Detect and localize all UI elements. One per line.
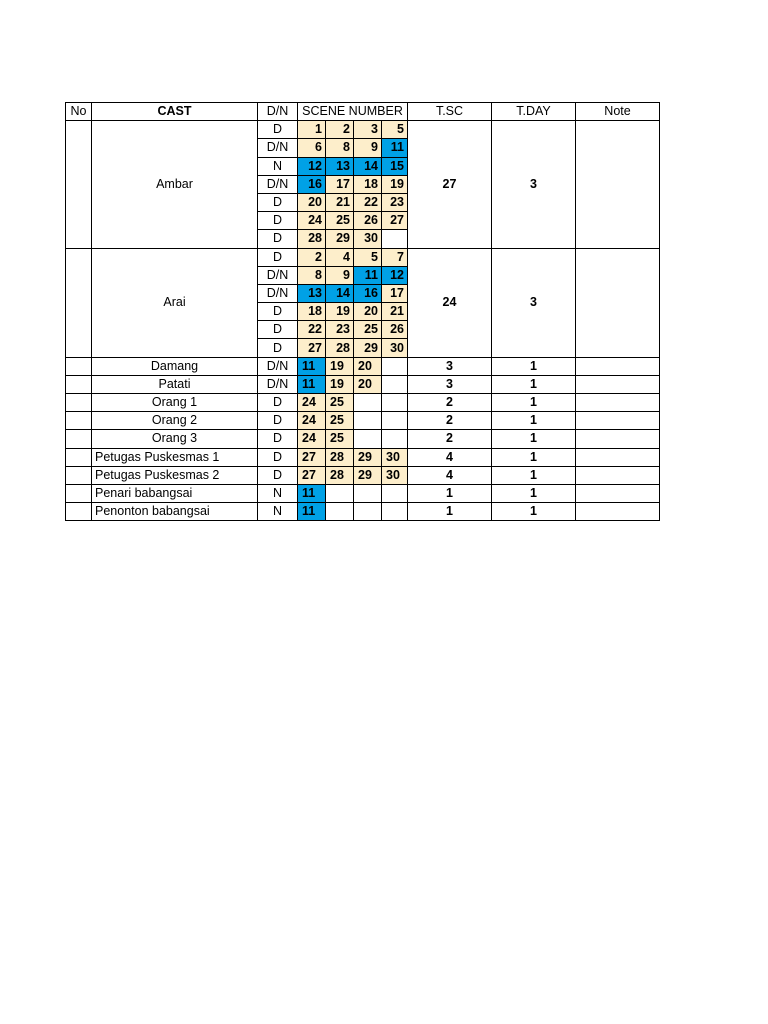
- scene-cell: 28: [326, 466, 354, 484]
- total-scenes-cell: 2: [408, 412, 492, 430]
- scene-cell: 25: [326, 430, 354, 448]
- scene-cell: 19: [382, 175, 408, 193]
- day-night-cell: D/N: [258, 284, 298, 302]
- scene-cell: 24: [298, 212, 326, 230]
- header-total-days: T.DAY: [492, 103, 576, 121]
- scene-cell: 12: [298, 157, 326, 175]
- row-number-cell: [66, 357, 92, 375]
- scene-cell: 2: [298, 248, 326, 266]
- cast-schedule-table: [65, 102, 660, 521]
- scene-cell: 11: [298, 484, 326, 502]
- row-number-cell: [66, 394, 92, 412]
- note-cell: [576, 448, 660, 466]
- table-row: [66, 394, 660, 412]
- note-cell: [576, 121, 660, 248]
- total-scenes-cell: 2: [408, 394, 492, 412]
- note-cell: [576, 248, 660, 357]
- day-night-cell: D: [258, 448, 298, 466]
- row-number-cell: [66, 121, 92, 248]
- day-night-cell: D: [258, 412, 298, 430]
- table-row: [66, 430, 660, 448]
- scene-cell: [382, 357, 408, 375]
- scene-cell: 30: [382, 448, 408, 466]
- total-scenes-cell: 2: [408, 430, 492, 448]
- scene-cell: 29: [354, 448, 382, 466]
- scene-cell: [382, 430, 408, 448]
- table-row: [66, 375, 660, 393]
- table-row: [66, 448, 660, 466]
- cast-name-cell: Damang: [92, 357, 258, 375]
- day-night-cell: D: [258, 394, 298, 412]
- scene-cell: 11: [382, 139, 408, 157]
- note-cell: [576, 375, 660, 393]
- cast-name-cell: Orang 1: [92, 394, 258, 412]
- scene-cell: 26: [354, 212, 382, 230]
- total-scenes-cell: 3: [408, 375, 492, 393]
- scene-cell: 5: [382, 121, 408, 139]
- note-cell: [576, 466, 660, 484]
- scene-cell: [354, 503, 382, 521]
- header-row: [66, 103, 660, 121]
- day-night-cell: D: [258, 248, 298, 266]
- total-scenes-cell: 1: [408, 484, 492, 502]
- day-night-cell: D: [258, 466, 298, 484]
- total-days-cell: 1: [492, 412, 576, 430]
- scene-cell: 20: [354, 375, 382, 393]
- cast-name-cell: Ambar: [92, 121, 258, 248]
- scene-cell: 21: [326, 193, 354, 211]
- day-night-cell: D: [258, 193, 298, 211]
- table-row: [66, 503, 660, 521]
- cast-name-cell: Orang 2: [92, 412, 258, 430]
- total-scenes-cell: 24: [408, 248, 492, 357]
- scene-cell: 11: [298, 503, 326, 521]
- header-total-scenes: T.SC: [408, 103, 492, 121]
- day-night-cell: D/N: [258, 266, 298, 284]
- scene-cell: 9: [326, 266, 354, 284]
- total-scenes-cell: 4: [408, 448, 492, 466]
- cast-name-cell: Arai: [92, 248, 258, 357]
- day-night-cell: N: [258, 503, 298, 521]
- scene-cell: [354, 412, 382, 430]
- scene-cell: 25: [326, 212, 354, 230]
- scene-cell: [382, 484, 408, 502]
- scene-cell: 29: [326, 230, 354, 248]
- day-night-cell: D/N: [258, 357, 298, 375]
- scene-cell: 20: [298, 193, 326, 211]
- cast-name-cell: Patati: [92, 375, 258, 393]
- scene-cell: 8: [326, 139, 354, 157]
- scene-cell: 20: [354, 303, 382, 321]
- scene-cell: 24: [298, 394, 326, 412]
- note-cell: [576, 394, 660, 412]
- day-night-cell: D/N: [258, 375, 298, 393]
- scene-cell: 12: [382, 266, 408, 284]
- scene-cell: 13: [326, 157, 354, 175]
- row-number-cell: [66, 503, 92, 521]
- scene-cell: 2: [326, 121, 354, 139]
- scene-cell: 22: [354, 193, 382, 211]
- note-cell: [576, 357, 660, 375]
- scene-cell: 17: [382, 284, 408, 302]
- scene-cell: 27: [298, 466, 326, 484]
- scene-cell: [382, 375, 408, 393]
- total-scenes-cell: 27: [408, 121, 492, 248]
- day-night-cell: D: [258, 321, 298, 339]
- row-number-cell: [66, 430, 92, 448]
- day-night-cell: D/N: [258, 139, 298, 157]
- scene-cell: 25: [326, 412, 354, 430]
- scene-cell: 20: [354, 357, 382, 375]
- scene-cell: 7: [382, 248, 408, 266]
- row-number-cell: [66, 448, 92, 466]
- scene-cell: 1: [298, 121, 326, 139]
- total-scenes-cell: 3: [408, 357, 492, 375]
- row-number-cell: [66, 375, 92, 393]
- cast-name-cell: Penari babangsai: [92, 484, 258, 502]
- scene-cell: 11: [354, 266, 382, 284]
- scene-cell: 19: [326, 375, 354, 393]
- header-no: No: [66, 103, 92, 121]
- scene-cell: [354, 484, 382, 502]
- row-number-cell: [66, 412, 92, 430]
- total-days-cell: 1: [492, 503, 576, 521]
- scene-cell: [382, 230, 408, 248]
- scene-cell: 23: [326, 321, 354, 339]
- scene-cell: [326, 484, 354, 502]
- day-night-cell: N: [258, 157, 298, 175]
- day-night-cell: D: [258, 212, 298, 230]
- scene-cell: 28: [298, 230, 326, 248]
- scene-cell: 3: [354, 121, 382, 139]
- scene-cell: [326, 503, 354, 521]
- cast-name-cell: Penonton babangsai: [92, 503, 258, 521]
- scene-cell: 8: [298, 266, 326, 284]
- scene-cell: 14: [354, 157, 382, 175]
- scene-cell: 23: [382, 193, 408, 211]
- day-night-cell: D: [258, 430, 298, 448]
- scene-cell: 19: [326, 357, 354, 375]
- total-days-cell: 3: [492, 121, 576, 248]
- scene-cell: [382, 412, 408, 430]
- scene-cell: 29: [354, 466, 382, 484]
- header-scene-number: SCENE NUMBER: [298, 103, 408, 121]
- scene-cell: 15: [382, 157, 408, 175]
- total-scenes-cell: 1: [408, 503, 492, 521]
- scene-cell: 18: [354, 175, 382, 193]
- scene-cell: 14: [326, 284, 354, 302]
- scene-cell: 17: [326, 175, 354, 193]
- scene-cell: 13: [298, 284, 326, 302]
- total-days-cell: 1: [492, 484, 576, 502]
- table-row: [66, 484, 660, 502]
- scene-cell: 19: [326, 303, 354, 321]
- total-days-cell: 1: [492, 394, 576, 412]
- scene-cell: 11: [298, 375, 326, 393]
- table-row: [66, 466, 660, 484]
- row-number-cell: [66, 484, 92, 502]
- scene-cell: 24: [298, 430, 326, 448]
- scene-cell: [382, 394, 408, 412]
- header-day-night: D/N: [258, 103, 298, 121]
- table-row: [66, 412, 660, 430]
- header-note: Note: [576, 103, 660, 121]
- day-night-cell: D: [258, 339, 298, 357]
- total-days-cell: 1: [492, 466, 576, 484]
- scene-cell: 11: [298, 357, 326, 375]
- note-cell: [576, 430, 660, 448]
- table-row: [66, 248, 660, 266]
- scene-cell: 29: [354, 339, 382, 357]
- scene-cell: [382, 503, 408, 521]
- note-cell: [576, 503, 660, 521]
- scene-cell: 28: [326, 339, 354, 357]
- scene-cell: 26: [382, 321, 408, 339]
- row-number-cell: [66, 466, 92, 484]
- scene-cell: 28: [326, 448, 354, 466]
- table-body: [66, 121, 660, 521]
- scene-cell: 30: [354, 230, 382, 248]
- scene-cell: 4: [326, 248, 354, 266]
- scene-cell: 25: [326, 394, 354, 412]
- table-row: [66, 121, 660, 139]
- scene-cell: 16: [354, 284, 382, 302]
- cast-name-cell: Petugas Puskesmas 1: [92, 448, 258, 466]
- day-night-cell: D: [258, 303, 298, 321]
- scene-cell: 27: [298, 339, 326, 357]
- total-days-cell: 3: [492, 248, 576, 357]
- scene-cell: 30: [382, 339, 408, 357]
- day-night-cell: D: [258, 230, 298, 248]
- scene-cell: 6: [298, 139, 326, 157]
- cast-name-cell: Orang 3: [92, 430, 258, 448]
- scene-cell: 21: [382, 303, 408, 321]
- header-cast: CAST: [92, 103, 258, 121]
- scene-cell: [354, 430, 382, 448]
- total-days-cell: 1: [492, 448, 576, 466]
- note-cell: [576, 484, 660, 502]
- scene-cell: 25: [354, 321, 382, 339]
- scene-cell: 5: [354, 248, 382, 266]
- scene-cell: 24: [298, 412, 326, 430]
- total-days-cell: 1: [492, 430, 576, 448]
- scene-cell: 27: [382, 212, 408, 230]
- table-row: [66, 357, 660, 375]
- total-scenes-cell: 4: [408, 466, 492, 484]
- scene-cell: 18: [298, 303, 326, 321]
- scene-cell: 16: [298, 175, 326, 193]
- cast-name-cell: Petugas Puskesmas 2: [92, 466, 258, 484]
- total-days-cell: 1: [492, 375, 576, 393]
- day-night-cell: D: [258, 121, 298, 139]
- scene-cell: 9: [354, 139, 382, 157]
- scene-cell: 27: [298, 448, 326, 466]
- scene-cell: [354, 394, 382, 412]
- scene-cell: 22: [298, 321, 326, 339]
- row-number-cell: [66, 248, 92, 357]
- day-night-cell: N: [258, 484, 298, 502]
- total-days-cell: 1: [492, 357, 576, 375]
- note-cell: [576, 412, 660, 430]
- scene-cell: 30: [382, 466, 408, 484]
- day-night-cell: D/N: [258, 175, 298, 193]
